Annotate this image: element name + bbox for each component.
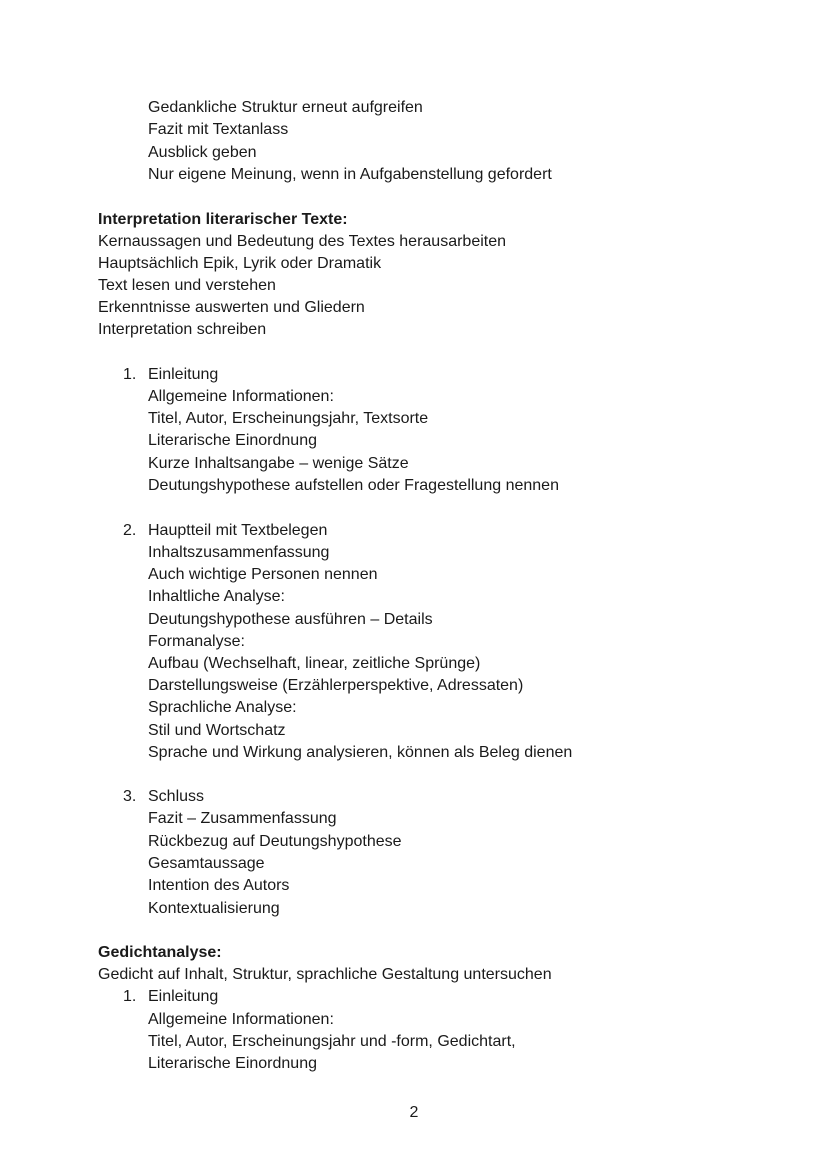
text-line: Deutungshypothese ausführen – Details <box>148 611 433 628</box>
text-line: Gesamtaussage <box>148 855 265 872</box>
text-line: Titel, Autor, Erscheinungsjahr, Textsorte <box>148 410 429 427</box>
text-line: Intention des Autors <box>148 877 290 894</box>
text-line: Fazit – Zusammenfassung <box>148 810 337 827</box>
text-line: Sprache und Wirkung analysieren, können als Beleg dienen <box>148 744 573 761</box>
list-number: 2. <box>123 522 137 539</box>
text-line: Titel, Autor, Erscheinungsjahr und -form, Gedichtart, <box>148 1033 516 1050</box>
text-line: Erkenntnisse auswerten und Gliedern <box>98 299 365 316</box>
text-line: Kurze Inhaltsangabe – wenige Sätze <box>148 455 409 472</box>
text-line: Kontextualisierung <box>148 900 280 917</box>
text-line: Stil und Wortschatz <box>148 722 286 739</box>
text-line: Allgemeine Informationen: <box>148 1011 334 1028</box>
list-title: Einleitung <box>148 988 219 1005</box>
text-line: Aufbau (Wechselhaft, linear, zeitliche Sprünge) <box>148 655 481 672</box>
text-line: Nur eigene Meinung, wenn in Aufgabenstellung gefordert <box>148 166 552 183</box>
text-line: Fazit mit Textanlass <box>148 121 289 138</box>
section-heading-gedichtanalyse: Gedichtanalyse: <box>98 944 222 961</box>
list-title: Hauptteil mit Textbelegen <box>148 522 328 539</box>
text-line: Allgemeine Informationen: <box>148 388 334 405</box>
section-heading-interpretation: Interpretation literarischer Texte: <box>98 211 348 228</box>
text-line: Literarische Einordnung <box>148 432 317 449</box>
text-line: Hauptsächlich Epik, Lyrik oder Dramatik <box>98 255 382 272</box>
text-line: Text lesen und verstehen <box>98 277 276 294</box>
text-line: Inhaltliche Analyse: <box>148 588 285 605</box>
text-line: Kernaussagen und Bedeutung des Textes herausarbeiten <box>98 233 507 250</box>
list-title: Schluss <box>148 788 205 805</box>
text-line: Sprachliche Analyse: <box>148 699 297 716</box>
text-line: Interpretation schreiben <box>98 321 267 338</box>
text-line: Literarische Einordnung <box>148 1055 317 1072</box>
list-number: 1. <box>123 366 137 383</box>
text-line: Deutungshypothese aufstellen oder Fragestellung nennen <box>148 477 559 494</box>
text-line: Formanalyse: <box>148 633 245 650</box>
text-line: Inhaltszusammenfassung <box>148 544 330 561</box>
text-line: Rückbezug auf Deutungshypothese <box>148 833 402 850</box>
text-line: Auch wichtige Personen nennen <box>148 566 378 583</box>
page-number: 2 <box>409 1104 419 1121</box>
list-title: Einleitung <box>148 366 219 383</box>
text-line: Ausblick geben <box>148 144 257 161</box>
text-line: Gedicht auf Inhalt, Struktur, sprachliche Gestaltung untersuchen <box>98 966 552 983</box>
list-number: 1. <box>123 988 137 1005</box>
text-line: Darstellungsweise (Erzählerperspektive, Adressaten) <box>148 677 524 694</box>
list-number: 3. <box>123 788 137 805</box>
text-line: Gedankliche Struktur erneut aufgreifen <box>148 99 423 116</box>
